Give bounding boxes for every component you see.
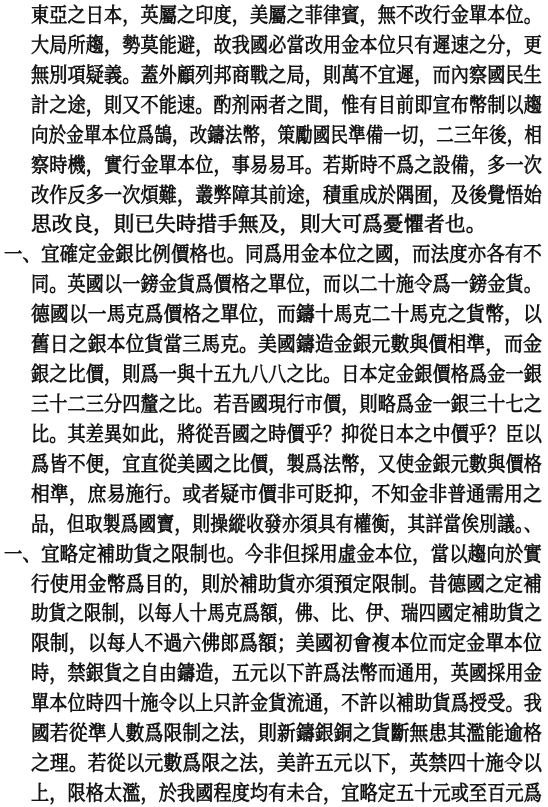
- text-line: 品，但取製爲國寶，則操縱收發亦須具有權衡，其詳當俟別議。、: [31, 512, 542, 536]
- text-line: 察時機，實行金單本位，事易易耳。若斯時不爲之設備，多一次: [31, 153, 542, 177]
- text-line: 大局所趨，勢莫能避，故我國必當改用金本位只有遲速之分，更: [31, 33, 542, 57]
- text-line: 一、宜略定補助貨之限制也。今非但採用虛金本位，當以趨向於實: [4, 542, 542, 566]
- text-line: 改作反多一次煩難，叢弊障其前途，積重成於隅囿，及後覺悟始: [31, 183, 542, 207]
- text-line: 上，限格太濫，於我國程度均有未合，宜略定五十元或至百元爲: [31, 781, 542, 805]
- text-line: 比。其差異如此，將從吾國之時價乎？抑從日本之中價乎？臣以: [31, 422, 542, 446]
- text-line: 時，禁銀貨之自由鑄造，五元以下許爲法幣而通用，英國採用金: [31, 661, 542, 685]
- text-line: 銀之比價，則爲一與十五九八八之比。日本定金銀價格爲金一銀: [31, 362, 542, 386]
- text-line: 爲皆不便，宜直從美國之比價，製爲法幣，又使金銀元數與價格: [31, 452, 542, 476]
- text-line: 三十二三分四釐之比。若吾國現行市價，則略爲金一銀三十七之: [31, 392, 542, 416]
- text-line: 相準，庶易施行。或者疑市價非可貶抑，不知金非普通需用之: [31, 482, 542, 506]
- text-line: 限制，以每人不過六佛郎爲額；美國初會複本位而定金單本位: [31, 631, 542, 655]
- text-line: 助貨之限制，以每人十馬克爲額，佛、比、伊、瑞四國定補助貨之: [31, 601, 542, 625]
- text-line: 單本位時四十施令以上只許金貨流通，不許以補助貨爲授受。我: [31, 691, 542, 715]
- text-line: 一、宜確定金銀比例價格也。同爲用金本位之國，而法度亦各有不: [4, 242, 542, 266]
- text-line: 德國以一馬克爲價格之單位，而鑄十馬克二十馬克之貨幣，以: [31, 302, 542, 326]
- text-line: 東亞之日本，英屬之印度，美屬之菲律賓，無不改行金單本位。: [31, 3, 542, 27]
- text-line: 國若從準人數爲限制之法，則新鑄銀銅之貨斷無患其濫能逾格: [31, 721, 542, 745]
- text-line: 同。英國以一鎊金貨爲價格之單位，而以二十施令爲一鎊金貨。: [31, 272, 542, 296]
- text-line: 舊日之銀本位貨當三馬克。美國鑄造金銀元數與價相準，而金: [31, 332, 542, 356]
- text-line: 行使用金幣爲目的，則於補助貨亦須預定限制。昔德國之定補: [31, 572, 542, 596]
- text-line: 思改良，則已失時措手無及，則大可爲憂懼者也。: [31, 212, 487, 236]
- text-line: 向於金單本位爲鵠，改鑄法幣，策勵國民準備一切，二三年後，相: [31, 123, 542, 147]
- text-line: 之理。若從以元數爲限之法，美許五元以下，英禁四十施令以: [31, 751, 542, 775]
- text-line: 計之途，則又不能速。酌剂兩者之間，惟有目前即宣布幣制以趨: [31, 93, 542, 117]
- text-line: 無別項疑義。蓋外顧列邦商戰之局，則萬不宜遲，而內察國民生: [31, 63, 542, 87]
